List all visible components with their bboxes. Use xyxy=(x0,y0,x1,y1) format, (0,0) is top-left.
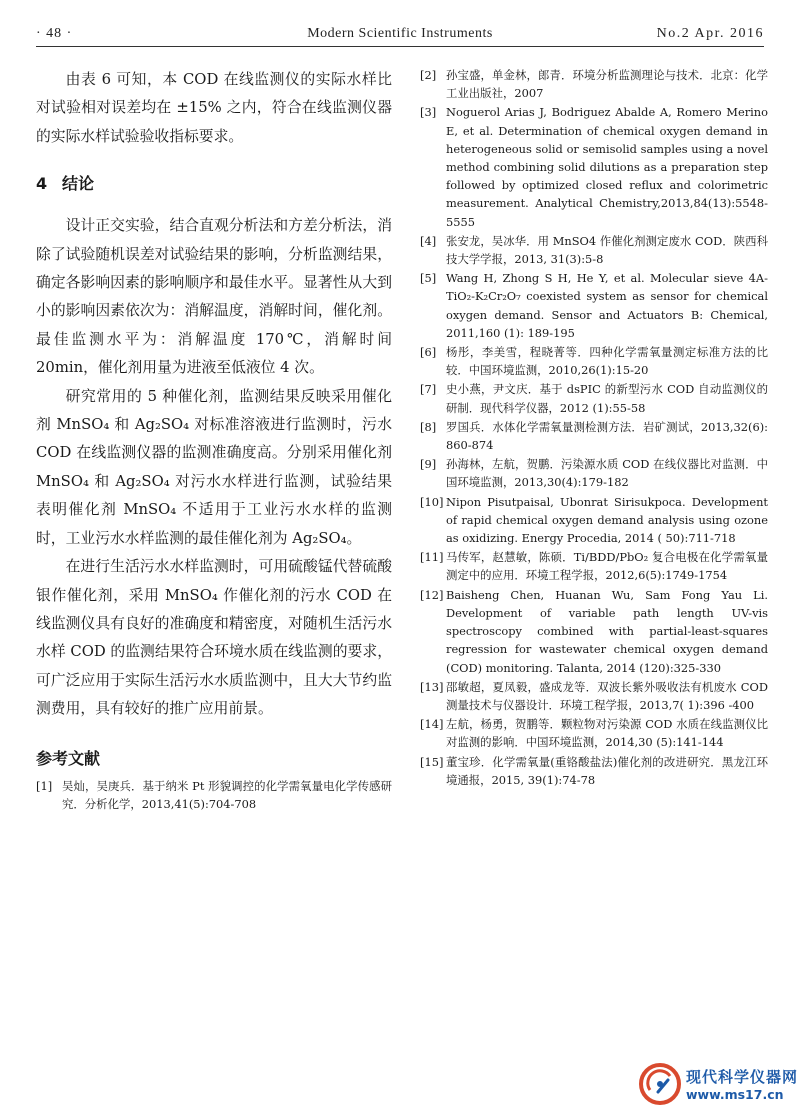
reference-text: Nipon Pisutpaisal, Ubonrat Sirisukpoca. Development of rapid chemical oxygen demand analysis using ozone as oxidizing. Energy Procedia, 2014 ( 50):711-718 xyxy=(446,494,768,546)
reference-text: 孙海林，左航，贺鹏．污染源水质 COD 在线仪器比对监测．中国环境监测，2013,30(4):179-182 xyxy=(446,457,768,490)
reference-item xyxy=(420,753,768,789)
references-heading: 参考文献 xyxy=(36,748,101,768)
page-number: · 48 · xyxy=(36,26,73,41)
reference-item xyxy=(420,66,768,102)
reference-item xyxy=(420,715,768,751)
watermark-title: 现代科学仪器网 xyxy=(686,1068,799,1086)
reference-item xyxy=(420,232,768,268)
reference-text: 马传军，赵慧敏，陈硕．Ti/BDD/PbO₂ 复合电极在化学需氧量测定中的应用．环境工程学报，2012,6(5):1749-1754 xyxy=(446,550,768,583)
reference-number: [12] xyxy=(420,587,444,602)
journal-name: Modern Scientific Instruments xyxy=(307,26,493,41)
reference-number: [5] xyxy=(420,271,437,286)
reference-item xyxy=(420,380,768,416)
reference-text: 左航，杨勇，贺鹏等．颗粒物对污染源 COD 水质在线监测仪比对监测的影响．中国环境监测，2014,30 (5):141-144 xyxy=(446,717,768,750)
reference-number: [13] xyxy=(420,679,444,694)
reference-item xyxy=(420,455,768,491)
site-watermark[interactable] xyxy=(638,1058,798,1110)
right-column-references xyxy=(420,66,768,789)
reference-number: [14] xyxy=(420,717,444,732)
reference-number: [7] xyxy=(420,382,437,397)
issue-info: No.2 Apr. 2016 xyxy=(656,26,764,41)
conclusion-paragraph-3: 在进行生活污水水样监测时，可用硫酸锰代替硫酸银作催化剂，采用 MnSO₄ 作催化剂的污水 COD 在线监测仪具有良好的准确度和精密度，对随机生活污水水样 COD 的监测结果符合环境水质在线监测的要求，可广泛应用于实际生活污水水质监测中，且大大节约监测费用，具有较好的推广应用前景。 xyxy=(36,558,392,718)
reference-number: [8] xyxy=(420,419,437,434)
running-header xyxy=(36,24,764,47)
reference-item xyxy=(420,269,768,342)
reference-item xyxy=(420,493,768,548)
reference-number: [4] xyxy=(420,233,437,248)
conclusion-paragraph-2: 研究常用的 5 种催化剂，监测结果反映采用催化剂 MnSO₄ 和 Ag₂SO₄ 对标准溶液进行监测时，污水 COD 在线监测仪器的监测准确度高。分别采用催化剂 MnSO₄ 和 Ag₂SO₄ 对污水水样进行监测，试验结果表明催化剂 MnSO₄ 不适用于工业污水水样的监测时，工业污水水样监测的最佳催化剂为 Ag₂SO₄。 xyxy=(36,387,392,547)
reference-item xyxy=(420,343,768,379)
section-heading-conclusion xyxy=(36,171,392,194)
reference-text: 吴灿，吴庚兵．基于纳米 Pt 形貌调控的化学需氧量电化学传感研究．分析化学，2013,41(5):704-708 xyxy=(62,778,392,811)
reference-item xyxy=(420,418,768,454)
reference-item xyxy=(420,678,768,714)
section-title: 结论 xyxy=(62,174,95,194)
reference-text: 邵敏超，夏凤毅，盛成龙等．双波长紫外吸收法有机废水 COD 测量技术与仪器设计．环境工程学报，2013,7( 1):396 -400 xyxy=(446,679,768,712)
reference-number: [10] xyxy=(420,494,444,509)
reference-item xyxy=(420,586,768,677)
reference-text: Wang H, Zhong S H, He Y, et al. Molecular sieve 4A-TiO₂-K₂Cr₂O₇ coexisted system as sensor for chemical oxygen demand. Sensor and Actuators B: Chemical, 2011,160 (1): 189-195 xyxy=(446,271,768,340)
left-column xyxy=(36,66,392,813)
conclusion-paragraph-1: 设计正交实验，结合直观分析法和方差分析法，消除了试验随机误差对试验结果的影响，分析监测结果，确定各影响因素的影响顺序和最佳水平。显著性从大到小的影响因素依次为：消解温度，消解时间，催化剂。最佳监测水平为：消解温度 170℃，消解时间 20min，催化剂用量为进液至低液位 4 次。 xyxy=(36,217,392,377)
reference-text: 史小燕，尹文庆．基于 dsPIC 的新型污水 COD 自动监测仪的研制．现代科学仪器，2012 (1):55-58 xyxy=(446,382,768,415)
reference-number: [9] xyxy=(420,457,437,472)
reference-item xyxy=(420,103,768,230)
intro-paragraph: 由表 6 可知，本 COD 在线监测仪的实际水样比对试验相对误差均在 ±15% 之内，符合在线监测仪器的实际水样试验验收指标要求。 xyxy=(36,71,392,145)
reference-number: [15] xyxy=(420,754,444,769)
circle-logo-icon xyxy=(638,1062,682,1106)
reference-text: 张安龙，吴冰华．用 MnSO4 作催化剂测定废水 COD．陕西科技大学学报，2013, 31(3):5-8 xyxy=(446,233,768,267)
reference-number: [1] xyxy=(36,778,53,793)
watermark-url[interactable]: www.ms17.cn xyxy=(686,1087,784,1102)
reference-number: [3] xyxy=(420,105,437,120)
reference-text: 杨彤，李美雪，程晓菁等．四种化学需氧量测定标准方法的比较．中国环境监测，2010,26(1):15-20 xyxy=(446,345,768,378)
reference-number: [6] xyxy=(420,345,437,360)
reference-item-1 xyxy=(36,777,392,813)
section-number: 4 xyxy=(36,174,48,194)
reference-number: [2] xyxy=(420,68,437,82)
reference-text: 罗国兵．水体化学需氧量测检测方法．岩矿测试，2013,32(6): 860-874 xyxy=(446,419,768,453)
reference-number: [11] xyxy=(420,550,444,565)
reference-text: Baisheng Chen, Huanan Wu, Sam Fong Yau Li. Development of variable path length UV-vis spectroscopy combined with partial-least-squares regression for wastewater chemical oxygen demand (COD) monitoring. Talanta, 2014 (120):325-330 xyxy=(446,587,768,675)
reference-text: Noguerol Arias J, Bodriguez Abalde A, Romero Merino E, et al. Determination of chemical oxygen demand in heterogeneous solid or semisolid samples using a novel method combining solid dilutions as a preparation step followed by optimized closed reflux and colorimetric measurement. Analytical Chemistry,2013,84(13):5548-5555 xyxy=(446,105,768,229)
reference-text: 孙宝盛，单金林，郎青．环境分析监测理论与技术．北京：化学工业出版社，2007 xyxy=(446,68,768,101)
reference-item xyxy=(420,548,768,584)
reference-text: 董宝珍．化学需氧量(重铬酸盐法)催化剂的改进研究．黑龙江环境通报，2015, 39(1):74-78 xyxy=(446,754,768,787)
